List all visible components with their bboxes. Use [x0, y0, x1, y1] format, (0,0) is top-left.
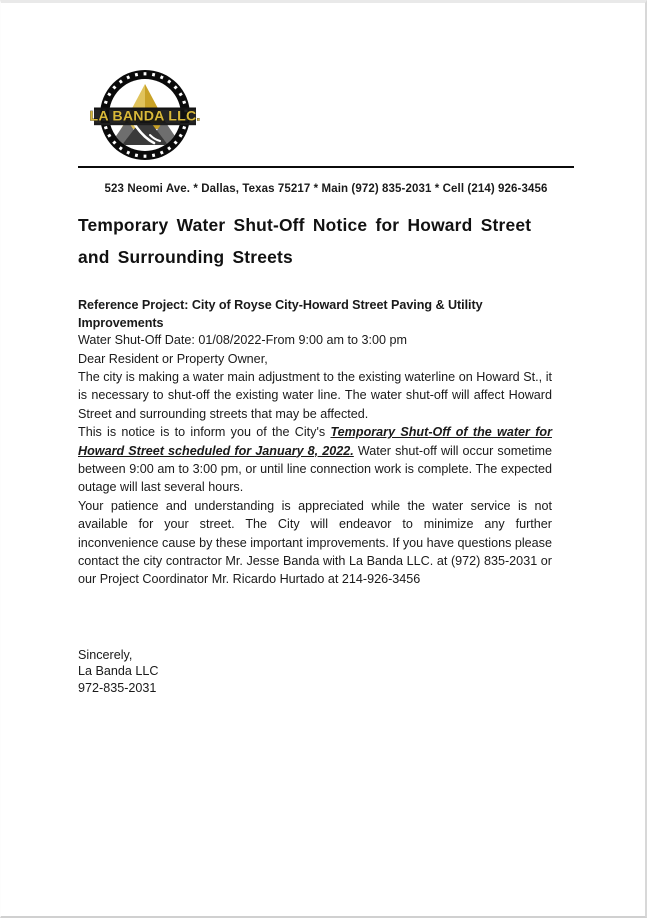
body-paragraph-2: [78, 423, 552, 497]
signoff-company: La Banda LLC: [78, 664, 159, 679]
letterhead-divider: [78, 166, 574, 168]
paragraph-2-remainder: Water shut-off will occur sometime between 9:00 am to 3:00 pm, or until line connection work is complete. The expected outage will last several hours.: [78, 443, 552, 495]
signoff-closing: Sincerely,: [78, 647, 133, 662]
signoff-phone: 972-835-2031: [78, 680, 157, 695]
logo-wordmark: LA BANDA LLC.: [89, 108, 201, 125]
signature-block: [78, 647, 552, 697]
reference-project-line: Reference Project: City of Royse City-Howard Street Paving & Utility Improvements: [78, 298, 483, 330]
page-title: Temporary Water Shut-Off Notice for Howard Street and Surrounding Streets: [78, 215, 532, 267]
page-content-area: [1, 3, 644, 913]
body-paragraph-1: The city is making a water main adjustment to the existing waterline on Howard St., it is necessary to shut-off the existing water line. The water shut-off will affect Howard Street and surrounding streets that may be affected.: [78, 369, 552, 421]
reference-block: [78, 297, 552, 350]
letterhead: [78, 67, 575, 163]
letter-body: [78, 209, 552, 696]
body-paragraph-3: Your patience and understanding is appreciated while the water service is not available for your street. The City will endeavor to minimize any further inconvenience cause by these important improvements. If you have questions please contact the city contractor Mr. Jesse Banda with La Banda LLC. at (972) 835-2031 or our Project Coordinator Mr. Ricardo Hurtado at 214-926-3456: [78, 498, 552, 587]
shutoff-emphasis-text: Temporary Shut-Off of the water for Howard Street scheduled for January 8, 2022.: [78, 425, 552, 458]
paragraph-2-lead-in: This is notice is to inform you of the City's: [78, 425, 331, 440]
company-address-line: 523 Neomi Ave. * Dallas, Texas 75217 * Main (972) 835-2031 * Cell (214) 926-3456: [104, 183, 548, 195]
la-banda-llc-logo-icon: [84, 67, 206, 163]
water-shutoff-date-line: Water Shut-Off Date: 01/08/2022-From 9:00 am to 3:00 pm: [78, 333, 407, 347]
salutation: Dear Resident or Property Owner,: [78, 351, 268, 366]
